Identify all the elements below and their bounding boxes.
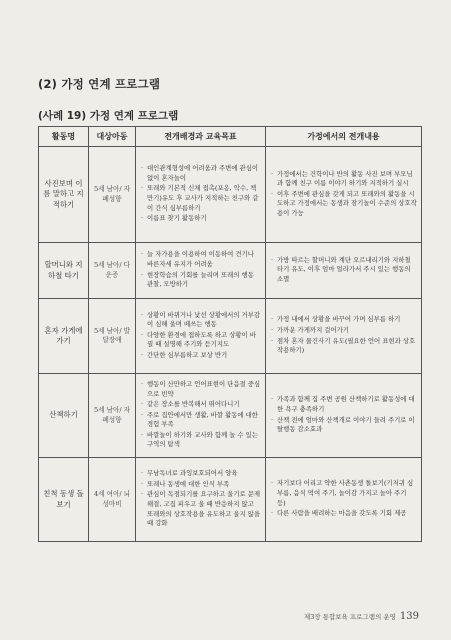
home-item: · 가방 따르는 할머니와 계단 오르내리기와 지하철 타기 유도, 이후 엄마 얼라가서 주시 있는 행동의 소멸	[270, 256, 417, 285]
goal-item: · 주로 집안에서만 생활, 바깥 활동에 대한 경험 부족	[140, 411, 261, 430]
goal-item: · 행동이 산만하고 언어표현이 단음절 중심으로 빈약	[140, 380, 261, 399]
target-child: 4세 여아/ 뇌성마비	[89, 458, 136, 542]
goals-list	[140, 250, 261, 289]
home-item: · 자기보다 어리고 약한 사촌동생 돌보기(기저귀 심부름, 음식 먹여 주기, 놀이감 가지고 놀아 주기 등)	[270, 479, 417, 508]
table-row	[39, 458, 422, 542]
goal-item: · 또래나 동생에 대한 인식 부족	[140, 480, 261, 490]
home-item: · 점차 혼자 물건사기 유도(필요한 언어 표현과 상호작용하기)	[270, 337, 417, 356]
goal-item: · 대인관계형성에 어려움과 주변에 관심이 없이 혼자놀이	[140, 164, 261, 183]
target-child: 5세 남아/ 발달장애	[89, 299, 136, 374]
goals-cell	[136, 299, 266, 374]
goal-item: · 바깥놀이 하기와 교사와 함께 놀 수 있는 구역의 탐색	[140, 431, 261, 450]
home-item: · 이후 주변에 관심을 갖게 되고 또래와의 활동을 시도하고 가정에서는 동생과 잠기놀이 수준의 상호작용이 가능	[270, 190, 417, 219]
home-list	[270, 395, 417, 434]
goals-cell	[136, 374, 266, 458]
page-number: 139	[399, 611, 419, 622]
program-table	[38, 126, 422, 542]
table-row	[39, 299, 422, 374]
goals-list	[140, 311, 261, 361]
home-item: · 가정에서는 건학이나 반의 활동 사진 보며 부모님과 함께 친구 이름 이야기 하기와 지적하기 실시	[270, 170, 417, 189]
goal-item: · 이름표 찾기 활동하기	[140, 214, 261, 224]
page-footer	[304, 611, 419, 622]
target-child: 5세 남아/ 자폐성향	[89, 374, 136, 458]
home-list	[270, 479, 417, 518]
activity-name: 혼자 가게에 가기	[39, 299, 89, 374]
home-item: · 가까운 가게까지 걸어가기	[270, 326, 417, 336]
home-cell	[266, 458, 422, 542]
table-row	[39, 243, 422, 299]
case-title-text: (사례 19) 가정 연계 프로그램	[38, 110, 179, 122]
footer-chapter: 제3장 통합보육 프로그램의 운영	[303, 613, 396, 621]
home-item: · 가족과 함께 집 주변 공원 산책하기로 활동성에 대한 욕구 충족하기	[270, 395, 417, 414]
header-home: 가정에서의 전개내용	[266, 127, 422, 147]
goals-list	[140, 380, 261, 450]
goals-list	[140, 469, 261, 529]
home-cell	[266, 299, 422, 374]
goal-item: · 늘 자가용을 이용하여 이동하여 견기나 바른자세 유지가 어려움	[140, 250, 261, 269]
header-goals: 전개배경과 교육목표	[136, 127, 266, 147]
goal-item: · 또래와 기본적 신체 접촉(포옹, 악수, 책만기)유도 후 교사가 지적하는 친구와 같이 간식 심부름하기	[140, 184, 261, 213]
table-header-row	[39, 127, 422, 147]
home-item: · 산책 전에 엄마와 산책개로 이야기 들려 주기로 이탈행동 감소효과	[270, 416, 417, 435]
target-child: 5세 남아/ 다운증	[89, 243, 136, 299]
goal-item: · 같은 장소를 반복해서 뛰어다니기	[140, 400, 261, 410]
home-item: · 다른 사람을 배려하는 마음을 갖도록 기회 제공	[270, 509, 417, 519]
table-row	[39, 147, 422, 243]
goal-item: · 현장학습의 기회를 늘리며 또래의 행동 관찰, 모방하기	[140, 271, 261, 290]
goal-item: · 상황이 바뀌거나 낯선 상황에서의 거부감이 심해 울며 떼쓰는 행동	[140, 311, 261, 330]
home-cell	[266, 147, 422, 243]
home-cell	[266, 374, 422, 458]
case-title	[38, 108, 178, 123]
goals-cell	[136, 243, 266, 299]
home-list	[270, 256, 417, 285]
goal-item: · 관심이 독점되기를 요구하고 울기로 문제 해결, 고집 피우고 울 때 반응하지 않고 또래와의 상호작용을 유도하고 울지 않을 때 강화	[140, 490, 261, 528]
home-list	[270, 170, 417, 219]
activity-name: 친척 동생 돌보기	[39, 458, 89, 542]
table-row	[39, 374, 422, 458]
goals-list	[140, 164, 261, 224]
header-target: 대상아동	[89, 127, 136, 147]
target-child: 5세 남아/ 자폐성향	[89, 147, 136, 243]
header-activity: 활동명	[39, 127, 89, 147]
goal-item: · 다양한 환경에 접하도록 하고 상황이 바뀔 때 설명해 주기와 듣기지도	[140, 331, 261, 350]
goal-item: · 무남독녀로 과잉보호되어서 양육	[140, 469, 261, 479]
activity-name: 사진보며 이름 말하고 지적하기	[39, 147, 89, 243]
goals-cell	[136, 147, 266, 243]
activity-name: 할머니와 지하철 타기	[39, 243, 89, 299]
goals-cell	[136, 458, 266, 542]
activity-name: 산책하기	[39, 374, 89, 458]
home-item: · 가정 내에서 상황을 바꾸어 가며 심부름 하기	[270, 315, 417, 325]
home-cell	[266, 243, 422, 299]
goal-item: · 간단한 심부름하고 보상 반기	[140, 351, 261, 361]
section-title: (2) 가정 연계 프로그램	[38, 77, 161, 91]
home-list	[270, 315, 417, 355]
